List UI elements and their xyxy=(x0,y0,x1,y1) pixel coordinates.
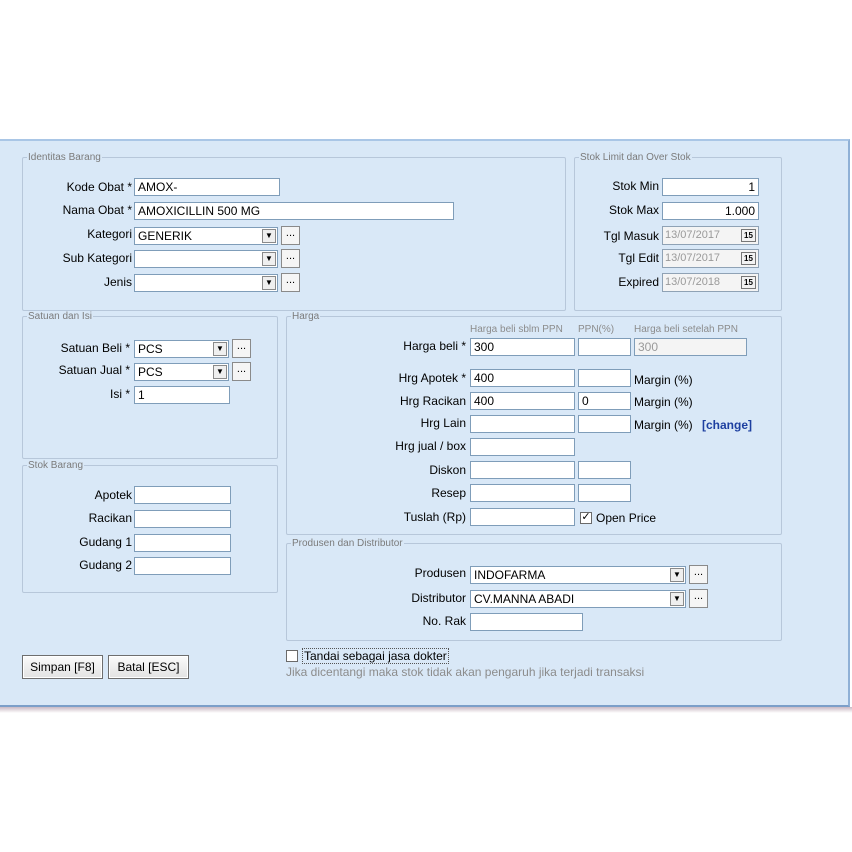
stok-max-input[interactable]: 1.000 xyxy=(662,202,759,220)
header-ppn: PPN(%) xyxy=(578,324,615,335)
stok-racikan-input[interactable] xyxy=(134,510,231,528)
harga-beli-label: Harga beli * xyxy=(403,339,466,353)
calendar-icon[interactable]: 15 xyxy=(741,229,756,242)
resep-percent-input[interactable] xyxy=(578,484,631,502)
jasa-dokter-label[interactable]: Tandai sebagai jasa dokter xyxy=(304,649,447,663)
hrg-racikan-label: Hrg Racikan xyxy=(399,394,466,408)
open-price-label: Open Price xyxy=(596,511,657,525)
kategori-browse-button[interactable]: ... xyxy=(281,226,300,245)
tgl-edit-value: 13/07/2017 xyxy=(665,252,721,264)
satuan-beli-label: Satuan Beli * xyxy=(60,341,130,355)
ppn-input[interactable] xyxy=(578,338,631,356)
satuan-beli-browse-button[interactable]: ... xyxy=(232,339,251,358)
resep-input[interactable] xyxy=(470,484,575,502)
nama-obat-label: Nama Obat * xyxy=(62,203,132,217)
stok-apotek-label: Apotek xyxy=(94,488,132,502)
hrg-apotek-margin-input[interactable] xyxy=(578,369,631,387)
open-price-checkbox[interactable]: ✓ xyxy=(581,511,591,523)
resep-label: Resep xyxy=(431,486,466,500)
jasa-dokter-checkbox[interactable] xyxy=(286,650,298,662)
jenis-browse-button[interactable]: ... xyxy=(281,273,300,292)
hrg-lain-input[interactable] xyxy=(470,415,575,433)
stok-min-input[interactable]: 1 xyxy=(662,178,759,196)
group-stok-limit-legend: Stok Limit dan Over Stok xyxy=(580,152,691,163)
kategori-label: Kategori xyxy=(87,227,132,241)
tgl-edit-datepicker[interactable] xyxy=(662,249,759,268)
isi-label: Isi * xyxy=(109,387,130,401)
group-harga-legend: Harga xyxy=(292,311,320,322)
satuan-jual-browse-button[interactable]: ... xyxy=(232,362,251,381)
hrg-jual-box-label: Hrg jual / box xyxy=(395,439,466,453)
produsen-label: Produsen xyxy=(414,566,466,580)
isi-input[interactable]: 1 xyxy=(134,386,230,404)
jenis-label: Jenis xyxy=(103,275,132,289)
sub-kategori-browse-button[interactable]: ... xyxy=(281,249,300,268)
group-produsen-legend: Produsen dan Distributor xyxy=(292,538,403,549)
distributor-label: Distributor xyxy=(411,591,466,605)
distributor-value: CV.MANNA ABADI xyxy=(474,592,575,606)
jasa-dokter-hint: Jika dicentangi maka stok tidak akan pengaruh jika terjadi transaksi xyxy=(286,665,645,679)
chevron-down-icon[interactable]: ▼ xyxy=(670,568,684,582)
group-stok-barang-legend: Stok Barang xyxy=(28,460,84,471)
harga-beli-input[interactable]: 300 xyxy=(470,338,575,356)
header-harga-setelah-ppn: Harga beli setelah PPN xyxy=(634,324,738,335)
no-rak-label: No. Rak xyxy=(422,614,466,628)
kode-obat-input[interactable]: AMOX- xyxy=(134,178,280,196)
harga-beli-setelah-ppn-input: 300 xyxy=(634,338,747,356)
kode-obat-label: Kode Obat * xyxy=(66,180,132,194)
sub-kategori-label: Sub Kategori xyxy=(62,251,132,265)
batal-button[interactable]: Batal [ESC] xyxy=(108,655,189,679)
tgl-masuk-label: Tgl Masuk xyxy=(603,229,659,243)
hrg-lain-margin-input[interactable] xyxy=(578,415,631,433)
group-identitas-legend: Identitas Barang xyxy=(28,152,101,163)
window-bottom-border xyxy=(0,707,852,713)
stok-racikan-label: Racikan xyxy=(88,511,132,525)
sub-kategori-dropdown[interactable] xyxy=(134,250,278,268)
stok-gudang2-label: Gudang 2 xyxy=(79,558,132,572)
stok-min-label: Stok Min xyxy=(612,179,659,193)
hrg-racikan-margin-label: Margin (%) xyxy=(634,395,693,409)
satuan-jual-label: Satuan Jual * xyxy=(58,363,130,377)
stok-gudang2-input[interactable] xyxy=(134,557,231,575)
satuan-beli-dropdown[interactable] xyxy=(134,340,229,358)
simpan-button[interactable]: Simpan [F8] xyxy=(22,655,103,679)
satuan-beli-value: PCS xyxy=(138,342,163,356)
diskon-percent-input[interactable] xyxy=(578,461,631,479)
kategori-dropdown[interactable] xyxy=(134,227,278,245)
chevron-down-icon[interactable]: ▼ xyxy=(262,229,276,243)
satuan-jual-dropdown[interactable] xyxy=(134,363,229,381)
satuan-jual-value: PCS xyxy=(138,365,163,379)
chevron-down-icon[interactable]: ▼ xyxy=(213,365,227,379)
produsen-browse-button[interactable]: ... xyxy=(689,565,708,584)
calendar-icon[interactable]: 15 xyxy=(741,276,756,289)
tuslah-input[interactable] xyxy=(470,508,575,526)
tgl-masuk-value: 13/07/2017 xyxy=(665,229,721,241)
group-satuan-legend: Satuan dan Isi xyxy=(28,311,92,322)
no-rak-input[interactable] xyxy=(470,613,583,631)
produsen-value: INDOFARMA xyxy=(474,568,546,582)
chevron-down-icon[interactable]: ▼ xyxy=(262,252,276,266)
nama-obat-input[interactable]: AMOXICILLIN 500 MG xyxy=(134,202,454,220)
stok-apotek-input[interactable] xyxy=(134,486,231,504)
calendar-icon[interactable]: 15 xyxy=(741,252,756,265)
hrg-apotek-margin-label: Margin (%) xyxy=(634,373,693,387)
jenis-dropdown[interactable] xyxy=(134,274,278,292)
chevron-down-icon[interactable]: ▼ xyxy=(262,276,276,290)
diskon-label: Diskon xyxy=(429,463,466,477)
chevron-down-icon[interactable]: ▼ xyxy=(213,342,227,356)
distributor-dropdown[interactable] xyxy=(470,590,686,608)
hrg-racikan-margin-input[interactable]: 0 xyxy=(578,392,631,410)
group-satuan-isi xyxy=(22,311,278,459)
kategori-value: GENERIK xyxy=(138,229,193,243)
change-link[interactable]: [change] xyxy=(702,418,753,432)
tuslah-label: Tuslah (Rp) xyxy=(403,510,466,524)
hrg-apotek-input[interactable]: 400 xyxy=(470,369,575,387)
hrg-jual-box-input[interactable] xyxy=(470,438,575,456)
produsen-dropdown[interactable] xyxy=(470,566,686,584)
chevron-down-icon[interactable]: ▼ xyxy=(670,592,684,606)
hrg-apotek-label: Hrg Apotek * xyxy=(398,371,466,385)
expired-datepicker[interactable] xyxy=(662,273,759,292)
distributor-browse-button[interactable]: ... xyxy=(689,589,708,608)
hrg-racikan-input[interactable]: 400 xyxy=(470,392,575,410)
hrg-lain-margin-label: Margin (%) xyxy=(634,418,693,432)
expired-label: Expired xyxy=(618,275,659,289)
stok-gudang1-label: Gudang 1 xyxy=(79,535,132,549)
tgl-masuk-datepicker[interactable] xyxy=(662,226,759,245)
header-harga-sblm-ppn: Harga beli sblm PPN xyxy=(470,324,563,335)
hrg-lain-label: Hrg Lain xyxy=(420,416,466,430)
stok-max-label: Stok Max xyxy=(608,203,659,217)
expired-value: 13/07/2018 xyxy=(665,276,721,288)
diskon-input[interactable] xyxy=(470,461,575,479)
stok-gudang1-input[interactable] xyxy=(134,534,231,552)
tgl-edit-label: Tgl Edit xyxy=(618,251,659,265)
